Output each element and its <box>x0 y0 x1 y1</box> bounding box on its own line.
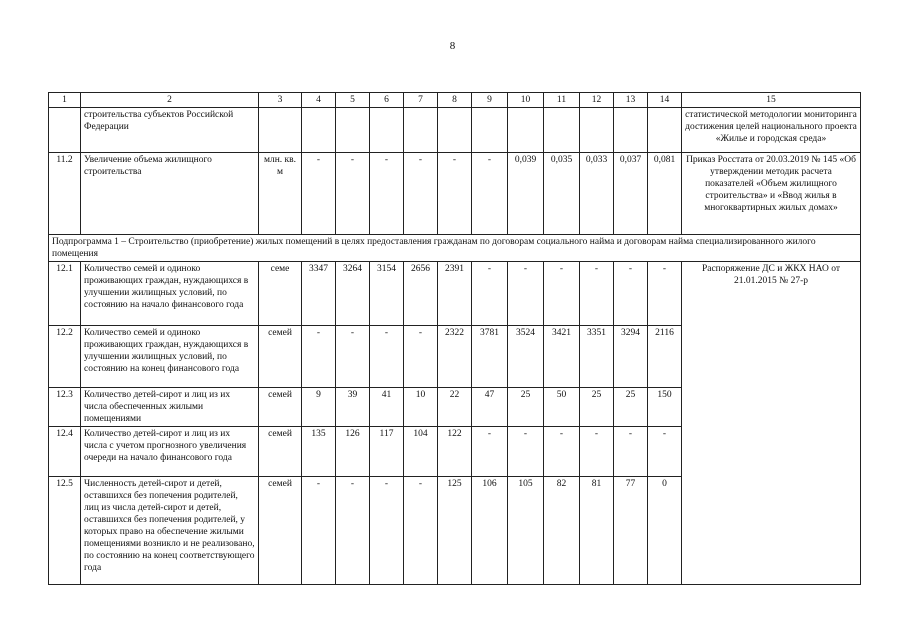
row-value: 25 <box>508 388 544 427</box>
row-value: - <box>370 153 404 235</box>
row-value: - <box>404 153 438 235</box>
row-value: 82 <box>544 477 580 585</box>
header-cell: 1 <box>49 93 81 108</box>
row-unit: семей <box>259 388 302 427</box>
row-value: - <box>648 262 682 326</box>
row-value: 0,081 <box>648 153 682 235</box>
row-value: 25 <box>580 388 614 427</box>
row-name: Количество детей-сирот и лиц из их числа обеспеченных жилыми помещениями <box>81 388 259 427</box>
row-name: Количество детей-сирот и лиц из их числа с учетом прогнозного увеличения очереди на начало финансового года <box>81 427 259 477</box>
row-value: 39 <box>336 388 370 427</box>
row-source: Приказ Росстата от 20.03.2019 № 145 «Об утверждении методик расчета показателей «Объем жилищного строительства» и «Ввод жилья в многоквартирных жилых домах» <box>682 153 861 235</box>
row-code: 12.4 <box>49 427 81 477</box>
row-value: 2656 <box>404 262 438 326</box>
row-name: Количество семей и одиноко проживающих граждан, нуждающихся в улучшении жилищных условий, по состоянию на конец финансового года <box>81 326 259 388</box>
row-value <box>580 108 614 153</box>
row-name: Количество семей и одиноко проживающих граждан, нуждающихся в улучшении жилищных условий, по состоянию на начало финансового года <box>81 262 259 326</box>
row-value: - <box>580 427 614 477</box>
row-value: - <box>302 153 336 235</box>
row-value: 122 <box>438 427 472 477</box>
row-unit: млн. кв. м <box>259 153 302 235</box>
row-value: 126 <box>336 427 370 477</box>
row-name: строительства субъектов Российской Федерации <box>81 108 259 153</box>
row-value: 3351 <box>580 326 614 388</box>
row-value: 81 <box>580 477 614 585</box>
section-title: Подпрограмма 1 – Строительство (приобретение) жилых помещений в целях предоставления гражданам по договорам социального найма и договорам найма специализированного жилого помещения <box>49 235 861 262</box>
row-value <box>370 108 404 153</box>
row-unit: семей <box>259 427 302 477</box>
section-title-row <box>49 235 861 262</box>
table-row <box>49 262 861 326</box>
header-cell: 14 <box>648 93 682 108</box>
row-unit: семей <box>259 477 302 585</box>
row-value: 25 <box>614 388 648 427</box>
header-cell: 13 <box>614 93 648 108</box>
row-value: - <box>336 477 370 585</box>
row-value: 3781 <box>472 326 508 388</box>
row-value <box>336 108 370 153</box>
row-value: - <box>580 262 614 326</box>
row-value: 150 <box>648 388 682 427</box>
row-value: 77 <box>614 477 648 585</box>
header-cell: 2 <box>81 93 259 108</box>
row-code: 12.3 <box>49 388 81 427</box>
row-value: 0,039 <box>508 153 544 235</box>
row-value: - <box>648 427 682 477</box>
row-value: 0,035 <box>544 153 580 235</box>
row-value: - <box>472 427 508 477</box>
row-value: - <box>336 153 370 235</box>
row-value: - <box>472 262 508 326</box>
row-source: статистической методологии мониторинга достижения целей национального проекта «Жилье и городская среда» <box>682 108 861 153</box>
table-row <box>49 108 861 153</box>
row-value <box>438 108 472 153</box>
row-value: - <box>370 477 404 585</box>
row-value: 3294 <box>614 326 648 388</box>
row-value: - <box>614 427 648 477</box>
row-value: 125 <box>438 477 472 585</box>
indicators-table <box>48 92 861 585</box>
header-cell: 3 <box>259 93 302 108</box>
row-value: - <box>438 153 472 235</box>
row-value: - <box>302 326 336 388</box>
row-value: - <box>614 262 648 326</box>
row-value: 3421 <box>544 326 580 388</box>
row-value: - <box>472 153 508 235</box>
row-code: 12.5 <box>49 477 81 585</box>
row-value <box>472 108 508 153</box>
row-code: 11.2 <box>49 153 81 235</box>
table-row <box>49 153 861 235</box>
row-name: Увеличение объема жилищного строительства <box>81 153 259 235</box>
row-value: 106 <box>472 477 508 585</box>
row-value: 47 <box>472 388 508 427</box>
row-code: 12.2 <box>49 326 81 388</box>
row-value: - <box>544 427 580 477</box>
row-unit: семе <box>259 262 302 326</box>
row-value: - <box>508 262 544 326</box>
row-value: 50 <box>544 388 580 427</box>
header-cell: 15 <box>682 93 861 108</box>
header-cell: 8 <box>438 93 472 108</box>
row-value: 3154 <box>370 262 404 326</box>
row-value: - <box>302 477 336 585</box>
row-value <box>544 108 580 153</box>
header-cell: 6 <box>370 93 404 108</box>
row-value: 105 <box>508 477 544 585</box>
row-value: 3347 <box>302 262 336 326</box>
row-value: - <box>336 326 370 388</box>
row-unit: семей <box>259 326 302 388</box>
row-value: - <box>508 427 544 477</box>
row-value <box>404 108 438 153</box>
row-code: 12.1 <box>49 262 81 326</box>
header-cell: 11 <box>544 93 580 108</box>
row-value: 3264 <box>336 262 370 326</box>
row-value: 41 <box>370 388 404 427</box>
row-value: 2391 <box>438 262 472 326</box>
row-value: 2116 <box>648 326 682 388</box>
row-value <box>508 108 544 153</box>
row-value <box>614 108 648 153</box>
row-value: 0,037 <box>614 153 648 235</box>
row-value: 0 <box>648 477 682 585</box>
row-value: 0,033 <box>580 153 614 235</box>
row-value: - <box>404 477 438 585</box>
header-cell: 12 <box>580 93 614 108</box>
row-value: 22 <box>438 388 472 427</box>
row-value: - <box>370 326 404 388</box>
row-code <box>49 108 81 153</box>
header-row <box>49 93 861 108</box>
row-unit <box>259 108 302 153</box>
row-value: 10 <box>404 388 438 427</box>
header-cell: 4 <box>302 93 336 108</box>
header-cell: 7 <box>404 93 438 108</box>
row-value: - <box>404 326 438 388</box>
row-value: 3524 <box>508 326 544 388</box>
row-value <box>648 108 682 153</box>
row-value: 135 <box>302 427 336 477</box>
page-number: 8 <box>449 40 456 52</box>
row-value <box>302 108 336 153</box>
row-value: 104 <box>404 427 438 477</box>
header-cell: 9 <box>472 93 508 108</box>
section-source: Распоряжение ДС и ЖКХ НАО от 21.01.2015 № 27-р <box>682 262 861 585</box>
row-value: 2322 <box>438 326 472 388</box>
row-value: 9 <box>302 388 336 427</box>
header-cell: 5 <box>336 93 370 108</box>
row-name: Численность детей-сирот и детей, оставшихся без попечения родителей, лиц из числа детей-сирот и детей, оставшихся без попечения родителей, у которых право на обеспечение жилыми помещениями возникло и не реализовано, по состоянию на конец соответствующего года <box>81 477 259 585</box>
header-cell: 10 <box>508 93 544 108</box>
row-value: 117 <box>370 427 404 477</box>
row-value: - <box>544 262 580 326</box>
